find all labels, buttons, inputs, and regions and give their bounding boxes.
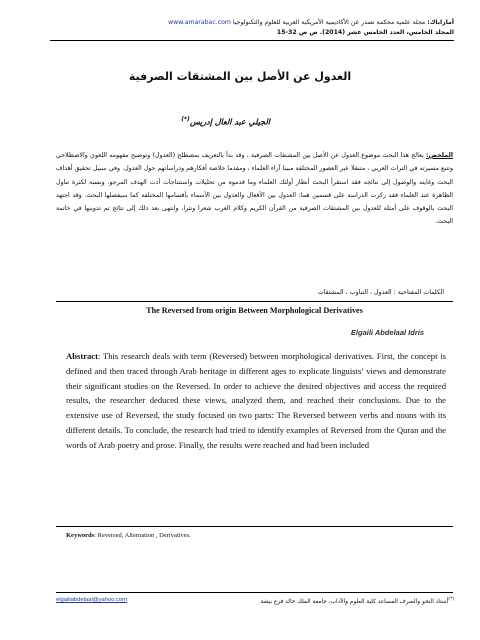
journal-description: مجلة علمية محكمة تصدر عن الأكاديمية الأمريكية العربية للعلوم والتكنولوجيا [232, 19, 426, 26]
journal-name: أماراباك: [427, 19, 454, 26]
footnote-mark: (*) [448, 597, 454, 602]
author-email-link[interactable]: elgailiabdelaal@yahoo.com [56, 597, 127, 603]
volume-line [50, 28, 454, 37]
english-keywords-text: : Reversed, Alternation , Derivatives. [94, 532, 191, 539]
english-abstract-label: Abstract [66, 351, 98, 361]
english-author: Elgaili Abdelaal Idris [350, 328, 424, 337]
footnote-affiliation: أستاذ النحو والصرف المساعد كلية العلوم والآداب، جامعة الملك خالد فرع بيشة [260, 598, 449, 605]
author-footnote-mark: (*) [181, 116, 190, 123]
english-abstract-text: : This research deals with term (Reversed) between morphological derivatives. First, the concept is defined and then traced through Arab heritage in different ages to explicate linguists’ views and demonstrate their significant studies on the Reversed. In order to achieve the desired objectives and access the required results, the researcher deduced these views, analyzed them, and reached their conclusions. Due to the extensive use of Reversed, the study focused on two parts: The Reversed between verbs and nouns with its different details. To conclude, the research had tried to identify examples of Reversed from the Quran and the words of Arab poetry and prose. Finally, the results were reached and had been included [66, 351, 446, 450]
arabic-abstract-text: يعالج هذا البحث موضوع العدول عن الأصل بين المشتقات الصرفية ، وقد بدأ بالتعريف بمصطلح (العدول) وتوضيح مفهومه اللغوي والاصطلاحي وتتبع مسيرته في التراث العربي ، متنقلا عبر العصور المختلفة مبينا آراء العلماء ، ومقدما خلاصة أفكارهم ودراساتهم حول العدول. وفي سبيل تحقيق أهداف البحث وغايته والوصول إلى نتائجه فقد استقرأ البحث أنظار أولئك العلماء وما قدموه من تحليلات واستنتاجات أدت الهدف المرجو. ونسبة لكثرة تناول الظاهرة عند العلماء فقد ركزت الدراسة على قسمين هما: العدول بين الأفعال والعدول بين الأسماء بأقسامها المختلفة كما سيفصلها البحث. وقد اجتهد البحث بالوقوف على أمثلة للعدول بين المشتقات الصرفية من القرآن الكريم وكلام العرب شعرا ونثرا، وانتهى بعد ذلك إلى نتائج تم تدوينها في خاتمة البحث. [56, 152, 453, 226]
arabic-abstract [56, 149, 453, 229]
volume-text: المجلد الخامس، العدد الخامس عشر (2014). ص ص [298, 29, 454, 36]
arabic-author-name: الجيلي عبد العال إدريس [189, 117, 270, 127]
header-divider [50, 40, 454, 41]
journal-header [50, 18, 454, 41]
english-title: The Reversed from origin Between Morphological Derivatives [146, 306, 363, 315]
arabic-title: العدول عن الأصل بين المشتقات الصرفية [128, 70, 352, 83]
english-abstract [66, 349, 446, 453]
keywords-divider [56, 526, 453, 527]
journal-info-line [50, 18, 454, 27]
journal-url[interactable]: www.amarabac.com [168, 19, 231, 26]
arabic-abstract-label: الملخص: [426, 152, 453, 159]
arabic-keywords: الكلمات المفتاحية : العدول ، التناوب ، المشتقات [317, 289, 444, 296]
english-keywords-label: Keywords [66, 532, 95, 539]
section-divider [56, 301, 453, 302]
footnote-text [260, 597, 454, 605]
english-keywords [66, 532, 191, 539]
footnote-divider [56, 592, 453, 593]
arabic-author [181, 116, 270, 127]
page-range: 15-32 [276, 29, 297, 36]
